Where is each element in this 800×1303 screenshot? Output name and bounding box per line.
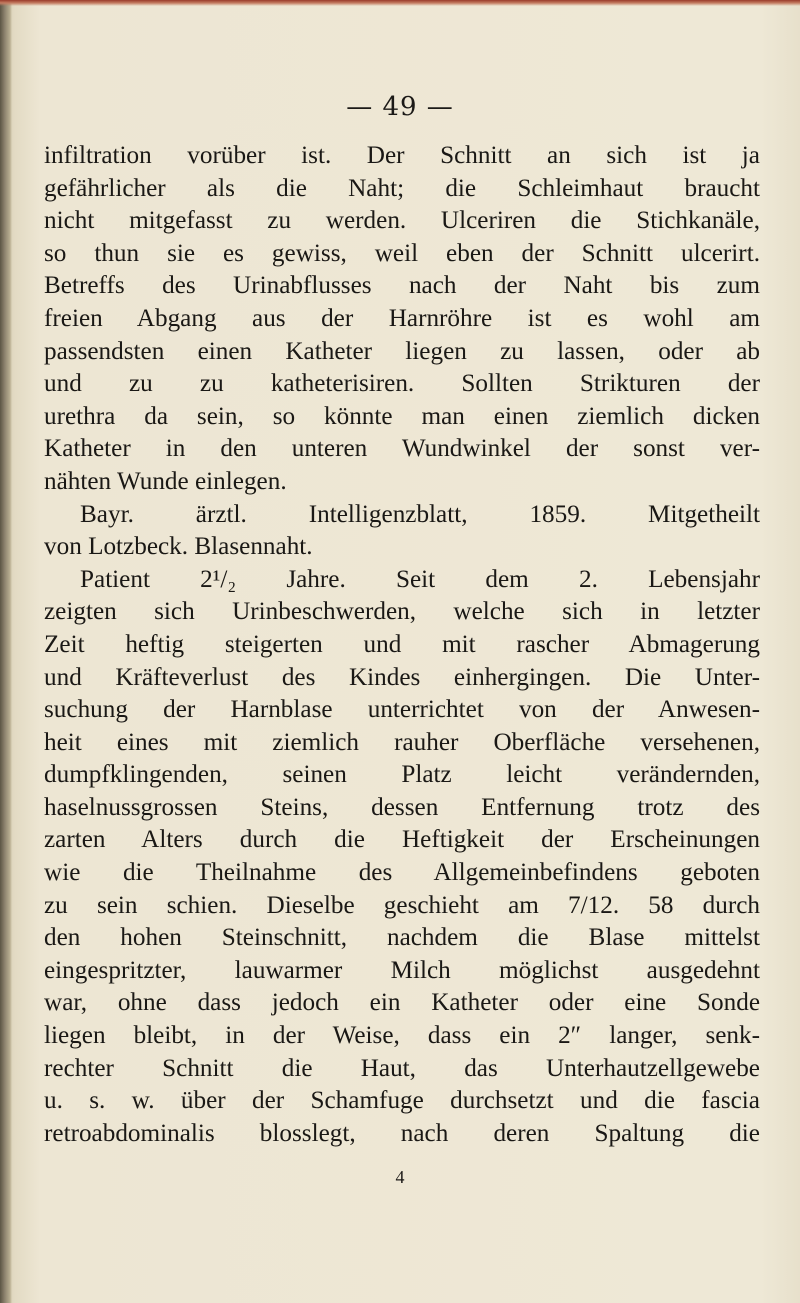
text-line: infiltration vorüber ist. Der Schnitt an sich ist ja bbox=[44, 142, 760, 169]
text-line: nähten Wunde einlegen. bbox=[44, 467, 287, 495]
page-number: — 49 — bbox=[346, 92, 454, 122]
text-line: heit eines mit ziemlich rauher Oberfläche versehenen, bbox=[44, 728, 760, 756]
text-line: zu sein schien. Dieselbe geschieht am 7/12. 58 durch bbox=[44, 891, 760, 919]
text-line: von Lotzbeck. Blasennaht. bbox=[44, 533, 313, 561]
text-line: dumpfklingenden, seinen Platz leicht verändernden, bbox=[44, 761, 760, 789]
text-line: suchung der Harnblase unterrichtet von der Anwesen- bbox=[44, 696, 760, 724]
text-line: rechter Schnitt die Haut, das Unterhautzellgewebe bbox=[44, 1054, 760, 1082]
text-line: freien Abgang aus der Harnröhre ist es wohl am bbox=[44, 304, 760, 332]
text-line: zarten Alters durch die Heftigkeit der Erscheinungen bbox=[44, 826, 760, 854]
text-line: Bayr. ärztl. Intelligenzblatt, 1859. Mitgetheilt bbox=[80, 500, 760, 528]
page-binding-edge bbox=[0, 0, 12, 1303]
text-line: urethra da sein, so könnte man einen ziemlich dicken bbox=[44, 402, 760, 430]
text-line: passendsten einen Katheter liegen zu lassen, oder ab bbox=[44, 337, 760, 365]
text-line: nicht mitgefasst zu werden. Ulceriren die Stichkanäle, bbox=[44, 207, 760, 235]
text-line: zeigten sich Urinbeschwerden, welche sich in letzter bbox=[44, 598, 760, 626]
signature-mark: 4 bbox=[395, 1167, 405, 1187]
body-text bbox=[44, 140, 760, 1150]
text-line: retroabdominalis blosslegt, nach deren Spaltung die bbox=[44, 1119, 760, 1147]
text-line: war, ohne dass jedoch ein Katheter oder eine Sonde bbox=[44, 989, 760, 1017]
text-line: wie die Theilnahme des Allgemeinbefindens geboten bbox=[44, 859, 760, 887]
text-line: haselnussgrossen Steins, dessen Entfernung trotz des bbox=[44, 793, 760, 821]
text-line: Zeit heftig steigerten und mit rascher Abmagerung bbox=[44, 630, 760, 658]
text-line: gefährlicher als die Naht; die Schleimhaut braucht bbox=[44, 174, 760, 202]
text-line: so thun sie es gewiss, weil eben der Schnitt ulcerirt. bbox=[44, 239, 760, 267]
text-line: Patient 2¹/₂ Jahre. Seit dem 2. Lebensjahr bbox=[80, 565, 760, 593]
text-line: u. s. w. über der Schamfuge durchsetzt und die fascia bbox=[44, 1087, 760, 1115]
text-line: und zu zu katheterisiren. Sollten Strikturen der bbox=[44, 370, 760, 398]
text-line: Betreffs des Urinabflusses nach der Naht bis zum bbox=[44, 272, 760, 300]
text-line: liegen bleibt, in der Weise, dass ein 2″ langer, senk- bbox=[44, 1022, 760, 1050]
text-line: den hohen Steinschnitt, nachdem die Blase mittelst bbox=[44, 924, 760, 952]
text-line: eingespritzter, lauwarmer Milch möglichst ausgedehnt bbox=[44, 956, 760, 984]
text-line: Katheter in den unteren Wundwinkel der sonst ver- bbox=[44, 435, 760, 463]
text-line: und Kräfteverlust des Kindes einhergingen. Die Unter- bbox=[44, 663, 760, 691]
page-top-edge bbox=[0, 0, 800, 6]
